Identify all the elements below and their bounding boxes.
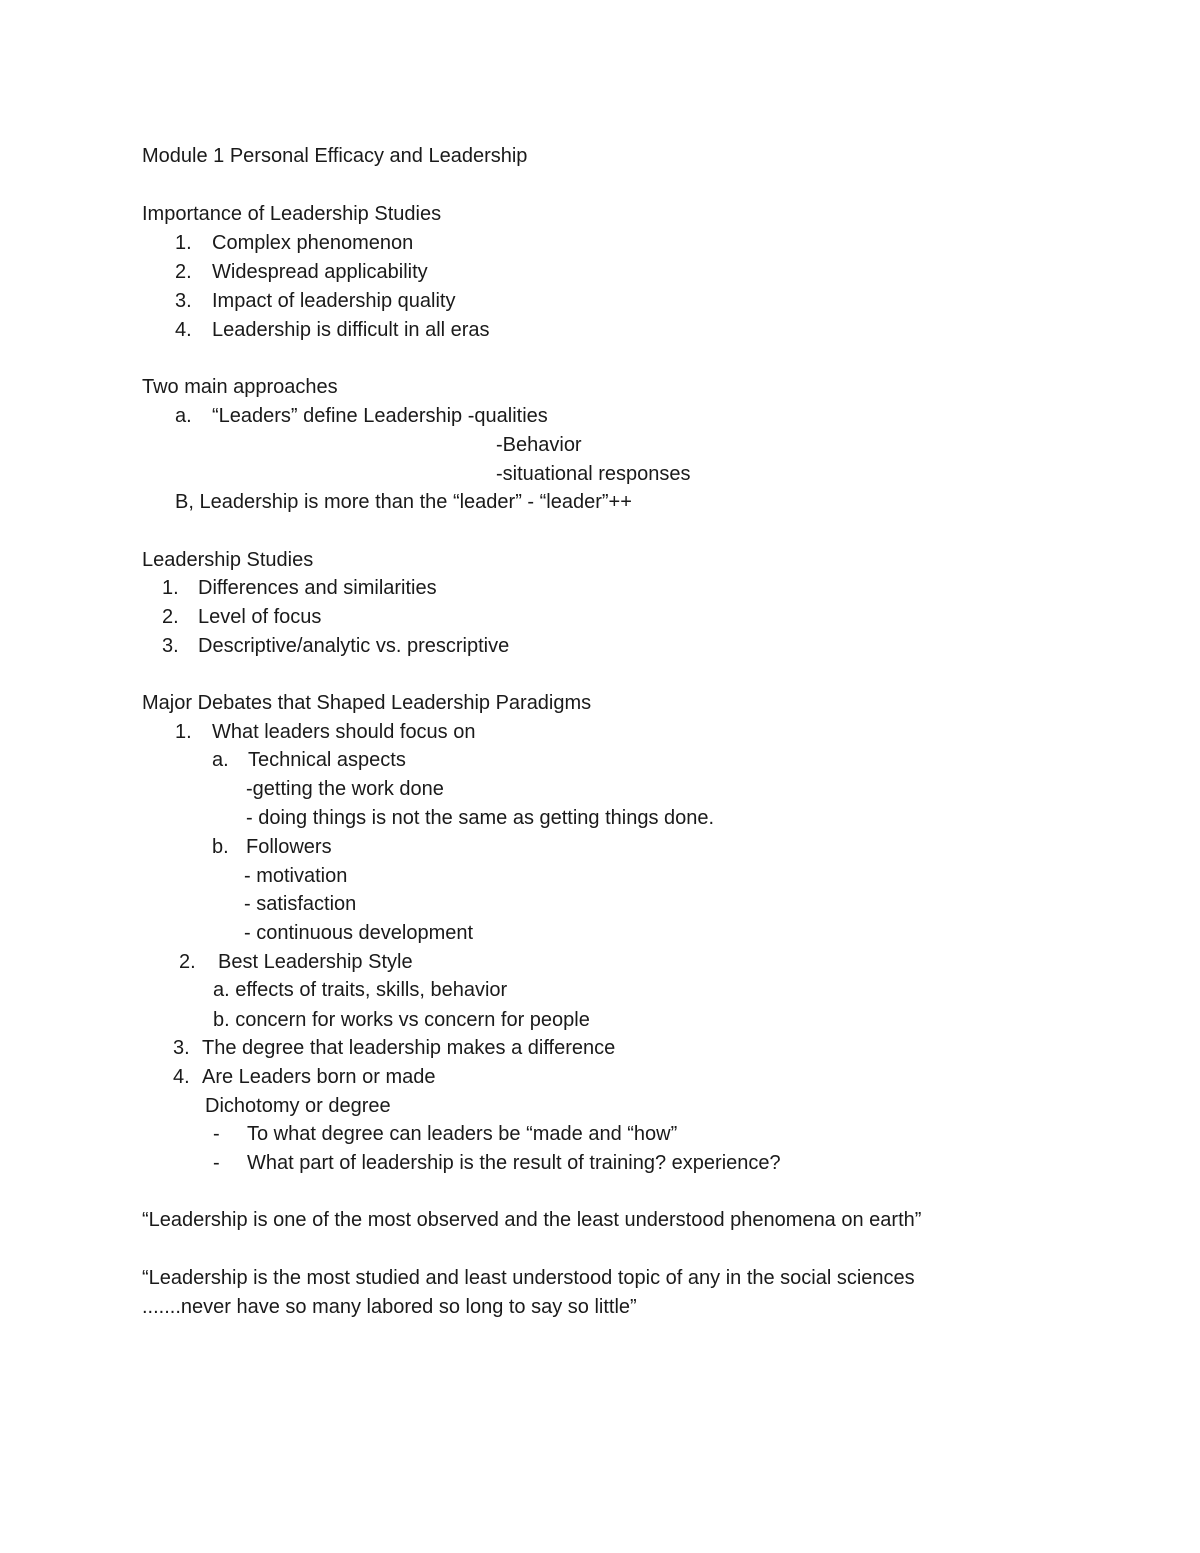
list-item: Best Leadership Style: [218, 951, 413, 973]
list-subheading: Dichotomy or degree: [205, 1095, 391, 1117]
document-title: Module 1 Personal Efficacy and Leadership: [142, 145, 528, 167]
list-item: Technical aspects: [248, 749, 406, 771]
list-subitem: - motivation: [244, 865, 348, 887]
quote: “Leadership is one of the most observed and the least understood phenomena on earth”: [142, 1209, 922, 1231]
list-subitem: What part of leadership is the result of training? experience?: [247, 1152, 781, 1174]
list-marker: 2.: [162, 606, 179, 628]
list-marker: a.: [212, 749, 229, 771]
list-item: Descriptive/analytic vs. prescriptive: [198, 635, 510, 657]
approach-b-text: B, Leadership is more than the “leader” - “leader”++: [175, 491, 632, 513]
section-heading-debates: Major Debates that Shaped Leadership Paradigms: [142, 692, 592, 714]
list-item: The degree that leadership makes a difference: [202, 1037, 616, 1059]
section-heading-importance: Importance of Leadership Studies: [142, 203, 442, 225]
list-marker: 3.: [175, 290, 192, 312]
dash-marker: -: [213, 1123, 220, 1145]
list-item: What leaders should focus on: [212, 721, 476, 743]
list-subitem: To what degree can leaders be “made and “how”: [247, 1123, 678, 1145]
list-marker: b.: [212, 836, 229, 858]
list-item: Level of focus: [198, 606, 322, 628]
list-subitem: b. concern for works vs concern for people: [213, 1009, 590, 1031]
list-subitem: - doing things is not the same as getting things done.: [246, 807, 715, 829]
section-heading-studies: Leadership Studies: [142, 549, 314, 571]
list-subitem: -getting the work done: [246, 778, 444, 800]
list-item: Widespread applicability: [212, 261, 428, 283]
section-heading-approaches: Two main approaches: [142, 376, 338, 398]
list-marker: 4.: [175, 319, 192, 341]
approach-a-sub: -situational responses: [496, 463, 691, 485]
list-item: Differences and similarities: [198, 577, 437, 599]
dash-marker: -: [213, 1152, 220, 1174]
list-marker: 3.: [162, 635, 179, 657]
approach-a-text: “Leaders” define Leadership -qualities: [212, 405, 548, 427]
list-marker: 1.: [175, 232, 192, 254]
list-marker: 1.: [162, 577, 179, 599]
list-marker: 4.: [173, 1066, 190, 1088]
list-subitem: - continuous development: [244, 922, 474, 944]
list-item: Leadership is difficult in all eras: [212, 319, 490, 341]
list-item: Impact of leadership quality: [212, 290, 456, 312]
quote-continuation: .......never have so many labored so long to say so little”: [142, 1296, 637, 1318]
list-marker: 2.: [175, 261, 192, 283]
list-item: Complex phenomenon: [212, 232, 414, 254]
list-subitem: - satisfaction: [244, 893, 357, 915]
list-marker: a.: [175, 405, 192, 427]
list-marker: 2.: [179, 951, 196, 973]
quote: “Leadership is the most studied and least understood topic of any in the social sciences: [142, 1267, 915, 1289]
list-marker: 3.: [173, 1037, 190, 1059]
list-item: Followers: [246, 836, 332, 858]
list-subitem: a. effects of traits, skills, behavior: [213, 979, 508, 1001]
list-item: Are Leaders born or made: [202, 1066, 436, 1088]
approach-a-sub: -Behavior: [496, 434, 582, 456]
list-marker: 1.: [175, 721, 192, 743]
